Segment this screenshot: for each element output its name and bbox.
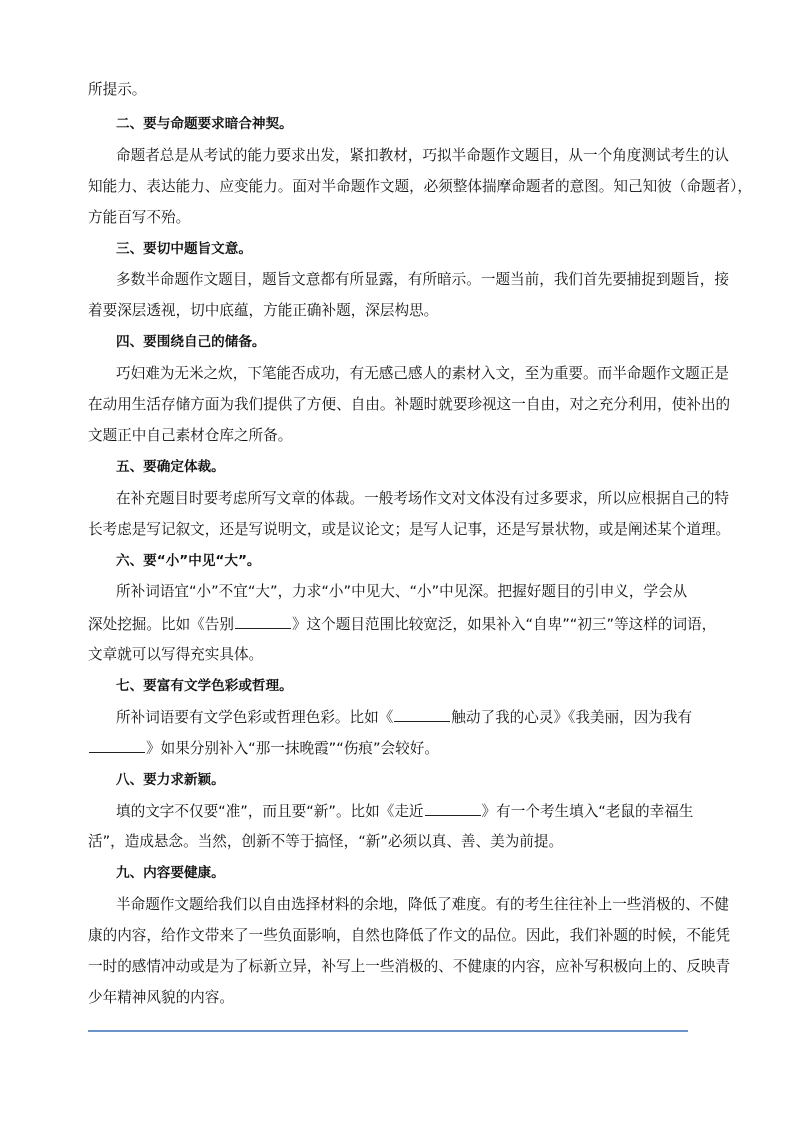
- section-heading-7: 七、要富有文学色彩或哲理。: [116, 678, 293, 694]
- paragraph-line: 所补词语宜“小”不宜“大”，力求“小”中见大、“小”中见深。把握好题目的引申义，学会从: [116, 583, 688, 600]
- footer-divider: [88, 1030, 688, 1032]
- section-heading-6: 六、要“小”中见“大”。: [116, 553, 261, 569]
- fill-in-blank: [235, 614, 291, 629]
- paragraph-line: 活”，造成悬念。当然，创新不等于搞怪，“新”必须以真、善、美为前提。: [88, 833, 564, 850]
- paragraph-line: 所提示。: [88, 81, 147, 98]
- paragraph-line: 少年精神风貌的内容。: [88, 989, 234, 1006]
- section-heading-5: 五、要确定体裁。: [116, 459, 225, 475]
- section-heading-9: 九、内容要健康。: [116, 865, 225, 881]
- text-segment: 触动了我的心灵》《我美丽，因为我有: [451, 709, 693, 726]
- text-segment: 》这个题目范围比较宽泛，如果补入“自卑”“初三”等这样的词语，: [291, 616, 717, 633]
- paragraph-line: 知能力、表达能力、应变能力。面对半命题作文题，必须整体揣摩命题者的意图。知己知彼（命题者），: [88, 178, 753, 195]
- text-segment: 填的文字不仅要“准”，而且要“新”。比如《走近: [116, 803, 424, 820]
- text-segment: 所补词语要有文学色彩或哲理色彩。比如《: [116, 709, 394, 726]
- paragraph-line: [116, 801, 693, 822]
- section-heading-2: 二、要与命题要求暗合神契。: [116, 116, 293, 132]
- section-heading-3: 三、要切中题旨文意。: [116, 241, 252, 257]
- paragraph-line: 命题者总是从考试的能力要求出发，紧扣教材，巧拟半命题作文题目，从一个角度测试考生的认: [116, 147, 729, 164]
- paragraph-line: 一时的感情冲动或是为了标新立异，补写上一些消极的、不健康的内容，应补写积极向上的、反映青: [88, 958, 731, 975]
- text-segment: 深处挖掘。比如《告别: [88, 616, 234, 633]
- paragraph-line: 长考虑是写记叙文，还是写说明文，或是议论文；是写人记事，还是写景状物，或是阐述某个道理。: [88, 521, 731, 538]
- paragraph-line: 着要深层透视，切中底蕴，方能正确补题，深层构思。: [88, 302, 439, 319]
- section-heading-8: 八、要力求新颖。: [116, 772, 225, 788]
- paragraph-line: 在动用生活存储方面为我们提供了方便、自由。补题时就要珍视这一自由，对之充分利用，使补出的: [88, 396, 731, 413]
- paragraph-line: 康的内容，给作文带来了一些负面影响，自然也降低了作文的品位。因此，我们补题的时候，不能凭: [88, 927, 731, 944]
- paragraph-line: 半命题作文题给我们以自由选择材料的余地，降低了难度。有的考生往往补上一些消极的、不健: [116, 896, 729, 913]
- paragraph-line: 文题正中自己素材仓库之所备。: [88, 427, 293, 444]
- fill-in-blank: [394, 707, 450, 722]
- text-segment: 》有一个考生填入“老鼠的幸福生: [481, 803, 694, 820]
- text-segment: 》如果分别补入“那一抹晚霞”“伤痕”会较好。: [146, 740, 439, 757]
- paragraph-line: 方能百写不殆。: [88, 209, 191, 226]
- paragraph-line: 巧妇难为无米之炊，下笔能否成功，有无感己感人的素材入文，至为重要。而半命题作文题正是: [116, 365, 729, 382]
- fill-in-blank: [89, 738, 145, 753]
- paragraph-line: 在补充题目时要考虑所写文章的体裁。一般考场作文对文体没有过多要求，所以应根据自己的特: [116, 490, 729, 507]
- section-heading-4: 四、要围绕自己的储备。: [116, 334, 266, 350]
- paragraph-line: [88, 614, 716, 635]
- paragraph-line: [116, 707, 692, 728]
- paragraph-line: 多数半命题作文题目，题旨文意都有所显露，有所暗示。一题当前，我们首先要捕捉到题旨，接: [116, 271, 729, 288]
- fill-in-blank: [425, 801, 481, 816]
- paragraph-line: [88, 738, 439, 759]
- paragraph-line: 文章就可以写得充实具体。: [88, 646, 264, 663]
